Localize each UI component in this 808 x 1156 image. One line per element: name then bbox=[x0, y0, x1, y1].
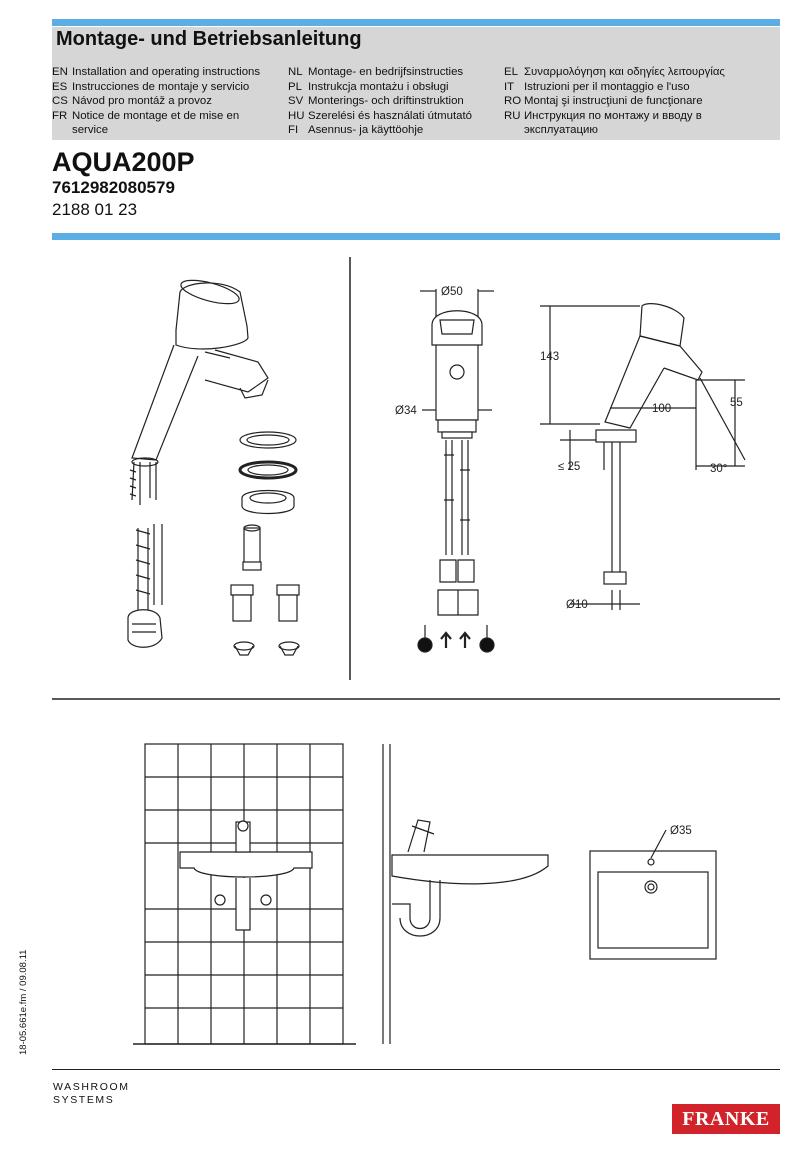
dim-height: 143 bbox=[540, 351, 560, 363]
dim-angle: 30° bbox=[710, 463, 728, 475]
faucet-perspective-drawing bbox=[128, 276, 299, 655]
language-item: RU Инструкция по монтажу и вводу в эксплуатацию bbox=[504, 109, 702, 137]
language-item: SV Monterings- och driftinstruktion bbox=[288, 95, 464, 108]
document-title: Montage- und Betriebsanleitung bbox=[56, 28, 362, 50]
basin-top-view bbox=[590, 830, 716, 959]
dim-counter-thickness: ≤ 25 bbox=[558, 461, 581, 473]
article-number: 2188 01 23 bbox=[52, 200, 138, 219]
language-item: IT Istruzioni per il montaggio e l'uso bbox=[504, 80, 690, 93]
dim-spout-height: 55 bbox=[730, 397, 743, 409]
tile-wall-front bbox=[133, 744, 356, 1044]
language-item: FR Notice de montage et de mise en service bbox=[52, 109, 240, 137]
language-item: ES Instrucciones de montaje y servicio bbox=[52, 80, 250, 93]
language-item: RO Montaj şi instrucţiuni de funcţionare bbox=[504, 95, 703, 108]
language-item: FI Asennus- ja käyttöohje bbox=[288, 124, 424, 137]
dim-hose-diameter: Ø10 bbox=[566, 599, 588, 611]
dim-top-diameter: Ø50 bbox=[441, 286, 463, 298]
footer-divider bbox=[52, 1069, 780, 1070]
ean-code: 7612982080579 bbox=[52, 178, 175, 197]
dim-hole-diameter: Ø35 bbox=[670, 825, 692, 837]
language-item: CS Návod pro montáž a provoz bbox=[52, 95, 212, 108]
language-item: EN Installation and operating instructions bbox=[52, 66, 261, 78]
language-item: PL Instrukcja montażu i obsługi bbox=[288, 80, 449, 93]
faucet-front-view bbox=[418, 289, 494, 652]
dim-reach: 100 bbox=[652, 403, 672, 415]
language-item: NL Montage- en bedrijfsinstructies bbox=[288, 66, 464, 78]
language-item: HU Szerelési és használati útmutató bbox=[288, 109, 472, 122]
basin-side-section bbox=[383, 744, 548, 1044]
product-name: AQUA200P bbox=[52, 147, 195, 177]
division-name: WASHROOM SYSTEMS bbox=[53, 1081, 130, 1106]
franke-logo: FRANKE bbox=[672, 1104, 780, 1134]
language-item: EL Συναρμολόγηση και οδηγίες λειτουργίας bbox=[504, 66, 725, 78]
document-reference: 18-05.661e.fm / 09.08.11 bbox=[18, 949, 29, 1055]
dim-body-diameter: Ø34 bbox=[395, 405, 417, 417]
faucet-side-view bbox=[540, 304, 745, 610]
